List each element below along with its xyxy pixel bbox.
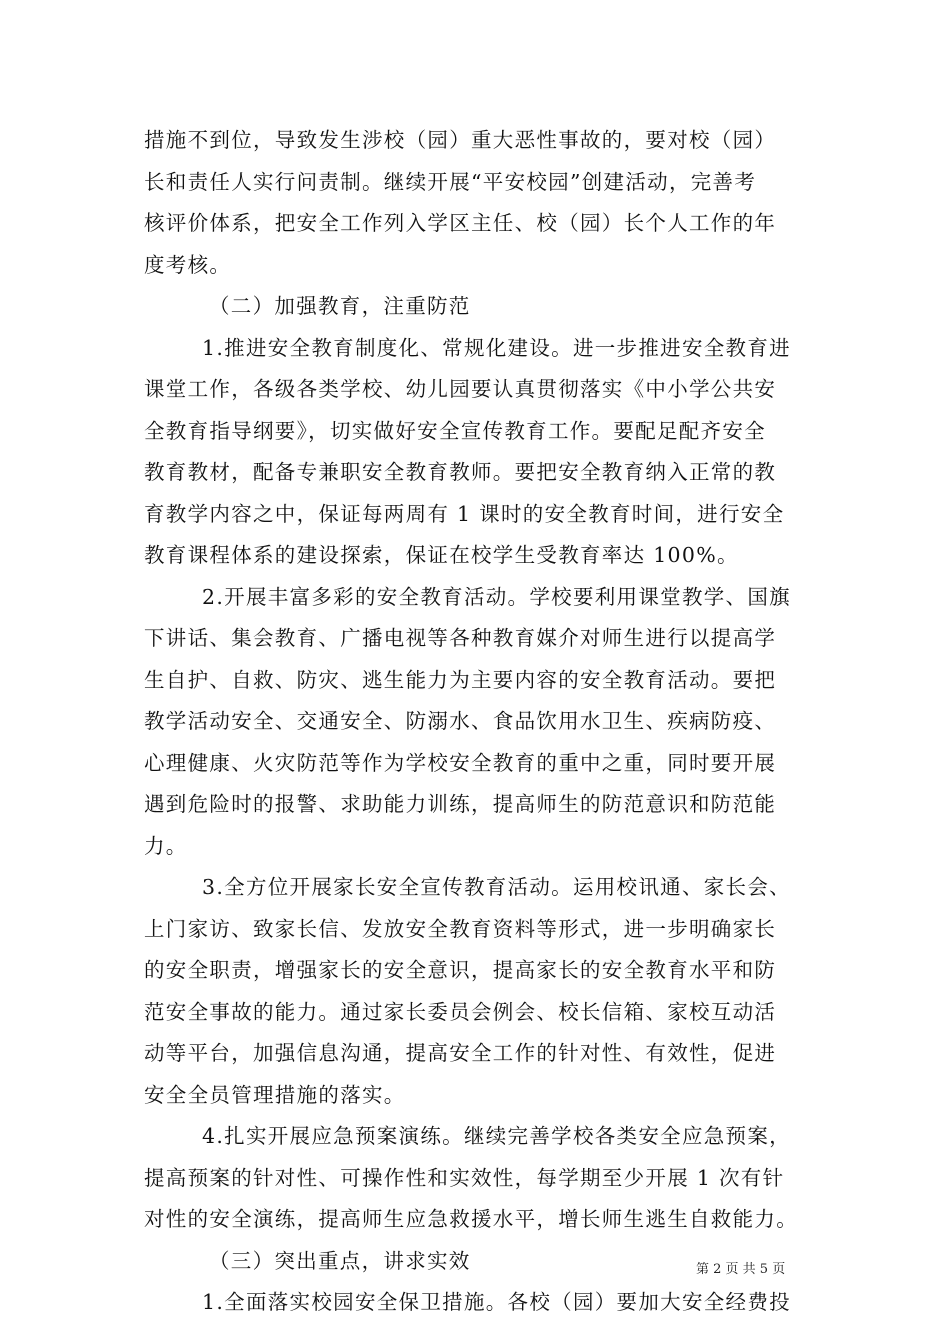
text-line: 范安全事故的能力。通过家长委员会例会、校长信箱、家校互动活 — [144, 999, 777, 1024]
text-line: 安全全员管理措施的落实。 — [144, 1082, 406, 1107]
section-heading: （三）突出重点，讲求实效 — [209, 1248, 471, 1273]
text-line: 心理健康、火灾防范等作为学校安全教育的重中之重，同时要开展 — [144, 750, 777, 775]
paragraph-start: 1.全面落实校园安全保卫措施。各校（园）要加大安全经费投 — [202, 1290, 791, 1314]
paragraph-start: 1.推进安全教育制度化、常规化建设。进一步推进安全教育进 — [202, 335, 791, 360]
text-line: 上门家访、致家长信、发放安全教育资料等形式，进一步明确家长 — [144, 916, 777, 941]
text-line: 提高预案的针对性、可操作性和实效性，每学期至少开展 1 次有针 — [144, 1165, 785, 1190]
text-line: 动等平台，加强信息沟通，提高安全工作的针对性、有效性，促进 — [144, 1041, 777, 1065]
text-line: 遇到危险时的报警、求助能力训练，提高师生的防范意识和防范能 — [144, 792, 777, 816]
text-line: 课堂工作，各级各类学校、幼儿园要认真贯彻落实《中小学公共安 — [144, 377, 777, 401]
text-line: 力。 — [144, 833, 188, 858]
text-line: 度考核。 — [144, 252, 232, 277]
text-line: 教育课程体系的建设探索，保证在校学生受教育率达 100%。 — [144, 543, 739, 567]
document-body — [144, 120, 814, 1324]
text-line: 全教育指导纲要》，切实做好安全宣传教育工作。要配足配齐安全 — [144, 418, 766, 443]
text-line: 教育教材，配备专兼职安全教育教师。要把安全教育纳入正常的教 — [144, 460, 777, 484]
text-line: 措施不到位，导致发生涉校（园）重大恶性事故的，要对校（园） — [144, 128, 777, 152]
text-line: 的安全职责，增强家长的安全意识，提高家长的安全教育水平和防 — [144, 958, 777, 982]
text-line: 长和责任人实行问责制。继续开展“平安校园”创建活动，完善考 — [144, 169, 757, 194]
text-line: 对性的安全演练，提高师生应急救援水平，增长师生逃生自救能力。 — [144, 1207, 798, 1231]
paragraph-start: 3.全方位开展家长安全宣传教育活动。运用校讯通、家长会、 — [202, 875, 791, 899]
text-line: 下讲话、集会教育、广播电视等各种教育媒介对师生进行以提高学 — [144, 626, 777, 650]
text-line: 教学活动安全、交通安全、防溺水、食品饮用水卫生、疾病防疫、 — [144, 709, 777, 733]
text-line: 育教学内容之中，保证每两周有 1 课时的安全教育时间，进行安全 — [144, 501, 785, 526]
paragraph-start: 4.扎实开展应急预案演练。继续完善学校各类安全应急预案， — [202, 1124, 791, 1148]
paragraph-start: 2.开展丰富多彩的安全教育活动。学校要利用课堂教学、国旗 — [202, 584, 791, 609]
text-line: 生自护、自救、防灾、逃生能力为主要内容的安全教育活动。要把 — [144, 667, 777, 692]
section-heading: （二）加强教育，注重防范 — [209, 294, 471, 318]
page-number: 第 2 页 共 5 页 — [696, 1262, 786, 1277]
text-line: 核评价体系，把安全工作列入学区主任、校（园）长个人工作的年 — [144, 211, 777, 235]
